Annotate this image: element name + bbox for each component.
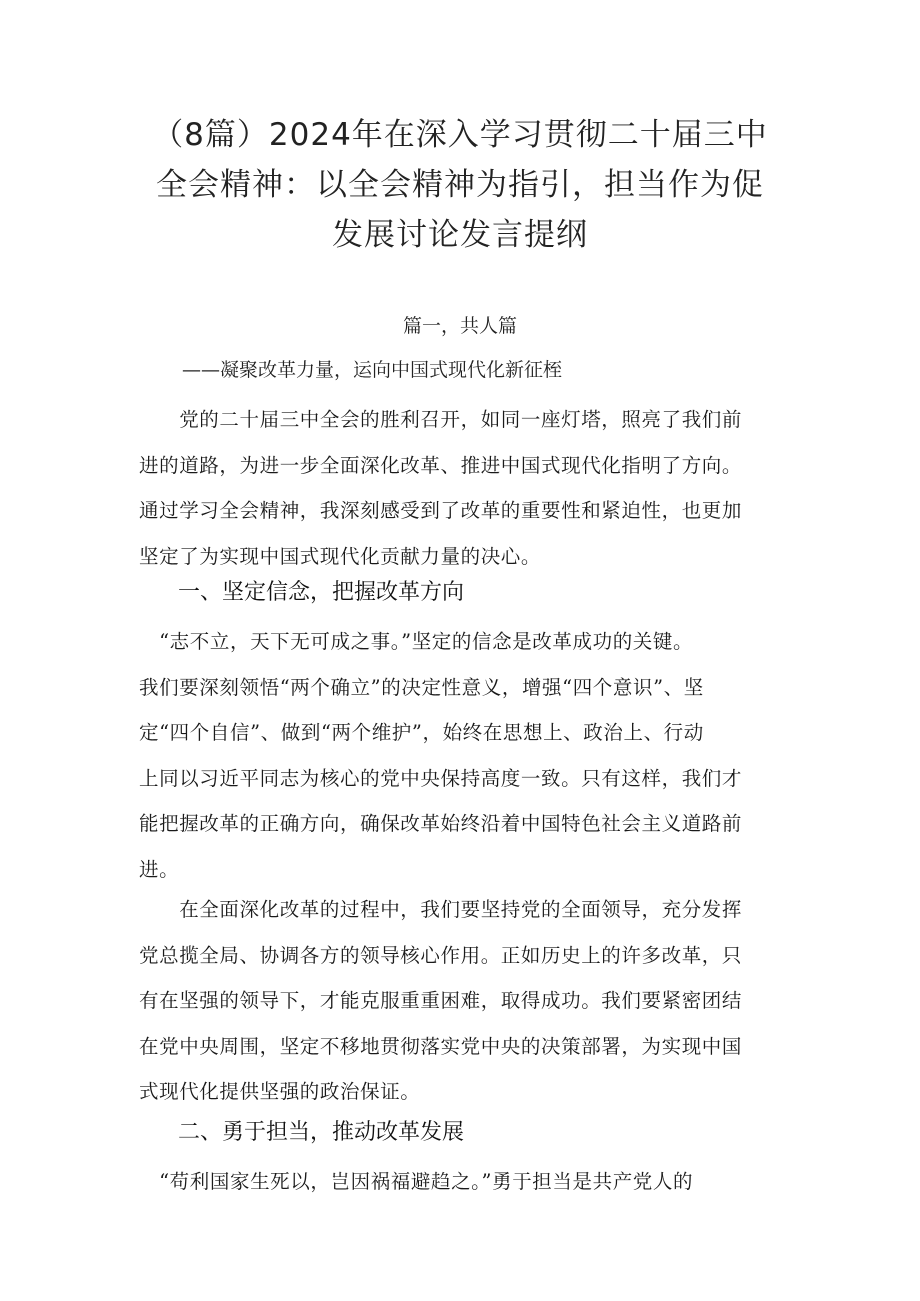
section1-paragraph-1 <box>139 619 789 892</box>
paragraph-line: 进。 <box>139 857 180 881</box>
title-line-2: 全会精神：以全会精神为指引，担当作为促 <box>156 167 764 203</box>
paragraph-line: 定“四个自信”、做到“两个维护”，始终在思想上、政治上、行动 <box>139 721 704 744</box>
paragraph-line: 在党中央周围，坚定不移地贯彻落实党中央的决策部署，为实现中国 <box>139 1034 743 1058</box>
chapter-label: 篇一，共人篇 <box>402 315 517 337</box>
paragraph-line: 我们要深刻领悟“两个确立”的决定性意义，增强“四个意识”、坚 <box>139 675 704 699</box>
section-heading-2: 二、勇于担当，推动改革发展 <box>178 1120 465 1145</box>
section2-paragraph-1 <box>139 1159 789 1205</box>
paragraph-line: “志不立，天下无可成之事。”坚定的信念是改革成功的关键。 <box>139 630 694 653</box>
paragraph-line: 党的二十届三中全会的胜利召开，如同一座灯塔，照亮了我们前 <box>139 408 743 431</box>
paragraph-line: 在全面深化改革的过程中，我们要坚持党的全面领导，充分发挥 <box>139 898 743 921</box>
chapter-subtitle: ——凝聚改革力量，运向中国式现代化新征桎 <box>182 359 563 381</box>
paragraph-line: 式现代化提供坚强的政治保证。 <box>139 1080 421 1103</box>
document-title <box>120 110 800 260</box>
paragraph-line: “苟利国家生死以，岂因祸福避趋之。”勇于担当是共产党人的 <box>139 1170 694 1193</box>
section-heading-1: 一、坚定信念，把握改革方向 <box>178 580 465 605</box>
paragraph-line: 进的道路，为进一步全面深化改革、推进中国式现代化指明了方向。 <box>139 453 743 477</box>
paragraph-line: 通过学习全会精神，我深刻感受到了改革的重要性和紧迫性，也更加 <box>139 499 743 522</box>
paragraph-line: 能把握改革的正确方向，确保改革始终沿着中国特色社会主义道路前 <box>139 812 743 835</box>
section1-paragraph-2 <box>139 887 789 1115</box>
paragraph-line: 坚定了为实现中国式现代化贡献力量的决心。 <box>139 544 542 568</box>
paragraph-line: 党总揽全局、协调各方的领导核心作用。正如历史上的许多改革，只 <box>139 943 743 967</box>
title-line-3: 发展讨论发言提纲 <box>332 217 588 253</box>
title-line-1: （8篇）2024年在深入学习贯彻二十届三中 <box>152 117 768 153</box>
paragraph-line: 有在坚强的领导下，才能克服重重困难，取得成功。我们要紧密团结 <box>139 989 743 1012</box>
intro-paragraph <box>139 397 789 579</box>
paragraph-line: 上同以习近平同志为核心的党中央保持高度一致。只有这样，我们才 <box>139 766 743 790</box>
